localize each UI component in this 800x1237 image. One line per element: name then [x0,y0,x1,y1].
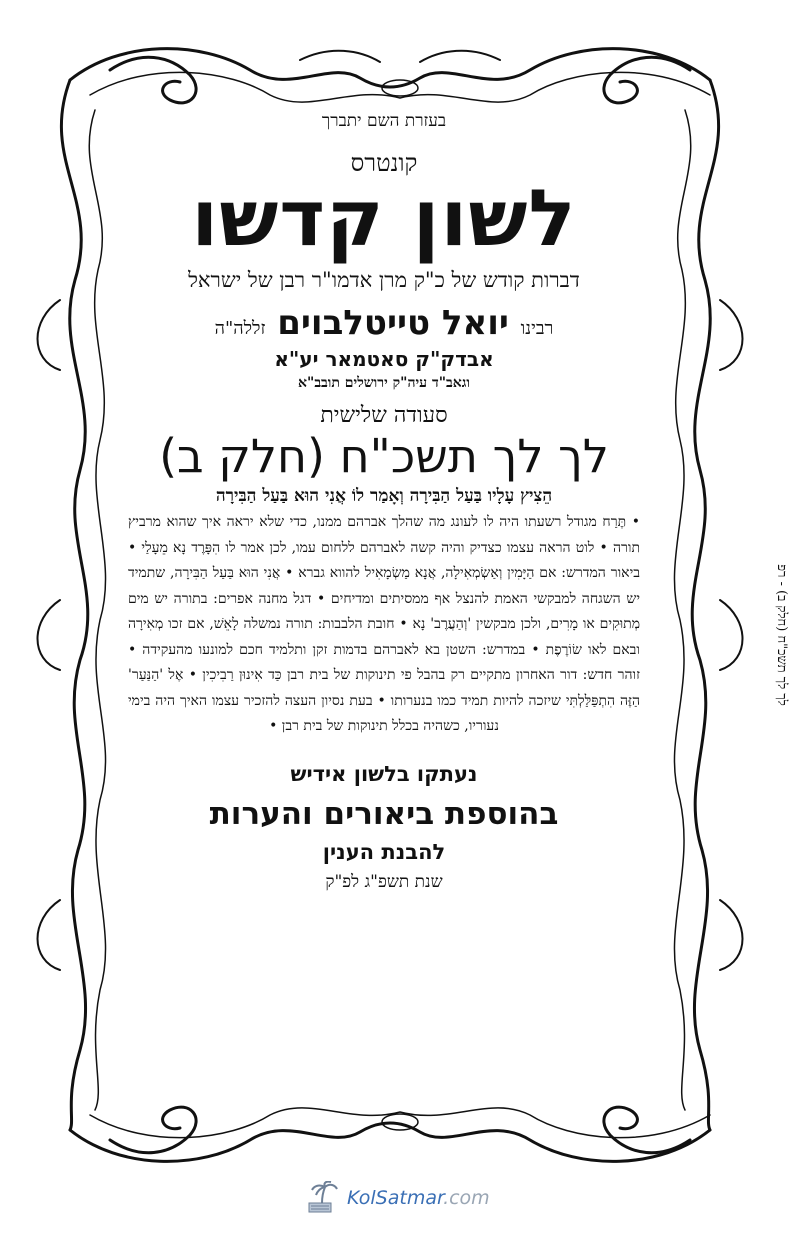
parsha-title: לך לך תשכ"ח (חלק ב) [159,429,609,483]
right-flourish [674,80,742,1130]
verse-line: הֵצִיץ עָלָיו בַּעַל הַבִּירָה וְאָמַר לוֹ אֲנִי הוּא בַּעַל הַבִּירָה [215,486,553,507]
logo-wordmark [347,1187,490,1209]
year-line: שנת תשפ"ג לפ"ק [325,871,443,892]
bottom-flourish [70,1107,710,1161]
seuda-shlishis-label: סעודה שלישית [320,403,448,428]
logo-name: KolSatmar [347,1187,444,1209]
book-title: לשון קדשו [191,174,577,264]
palm-tree-logo-icon [305,1181,339,1215]
blessing-header: בעזרת השם יתברך [321,111,447,131]
avdak-line: אבדק"ק סאטמאר יע"א [274,347,494,371]
rebbe-suffix: זללה"ה [214,318,266,339]
summary-paragraph: • תֶּרַח מגודל רשעתו היה לו לעונג מה שהלך אברהם ממנו, כדי שלא יראה איך שהוא מרביץ תורה • לוט הראה עצמו כצדיק והיה קשה לאברהם ללחום עמו, לכן אמר לו הִפָּרֶד נָא מֵעָלַי • ביאור המדרש: אם הַיָּמִין וְאַשְׂמְאִילָה, אֲנָא מַשְׂמָאִיל להווא גברא • אֲנִי הוּא בַּעַל הַבִּירָה, שתמיד יש השגחה למבקשי האמת להנצל אף ממסיתים ומדיחים • דגל מחנה אפרים: בתורה יש מים מְתוּקִים או מָרִים, ולכן מבקשין 'וְהַעֲרֶב' נָא • חובת הלבבות: תורה נמשלה לָאֵשׁ, אם זכו מְאִירָה ובאם לאו שׂוֹרֶפֶת • במדרש: השטן בא לאברהם בדמות זקן ותלמיד חכם למונעו מהעקידה • זוהר חדש: דור האחרון מתקיים רק בהבל פי תינוקות של בית רבן כַּד אִינוּן רַבִיכִין • אֶל 'הַנַּעַר' הַזֶּה הִתְפַּלַּלְתִּי שיזכה להיות תמיד כמו בנערותו • בעת נסיון העצה להזכיר עצמו האיך היה בימי נעוריו, כשהיה בכלל תינוקות של בית רבן • [128,514,640,735]
title-page [120,105,648,892]
havanat-line: להבנת הענין [322,839,446,864]
rebbe-name: יואל טייטלבוים [277,303,509,343]
spine-text: לך לך תשכ"ח (חלק ב) - רפ [774,564,789,706]
kuntres-label: קונטרס [350,149,418,177]
rebbe-name-row [120,303,648,343]
divrei-kodesh-line: דברות קודש של כ"ק מרן אדמו"ר רבן של ישראל [188,268,580,292]
kolsatmar-logo[interactable] [305,1180,490,1216]
jerusalem-line: וגאב"ד עיה"ק ירושלים תובב"א [298,375,470,391]
spine-label [772,535,792,735]
yiddish-line: נעתקו בלשון אידיש [290,761,478,786]
hosafa-line: בהוספת ביאורים והערות [209,795,559,832]
top-flourish [70,49,710,103]
left-flourish [38,80,106,1130]
rebbe-prefix: רבינו [520,318,554,339]
logo-domain: .com [443,1187,490,1209]
